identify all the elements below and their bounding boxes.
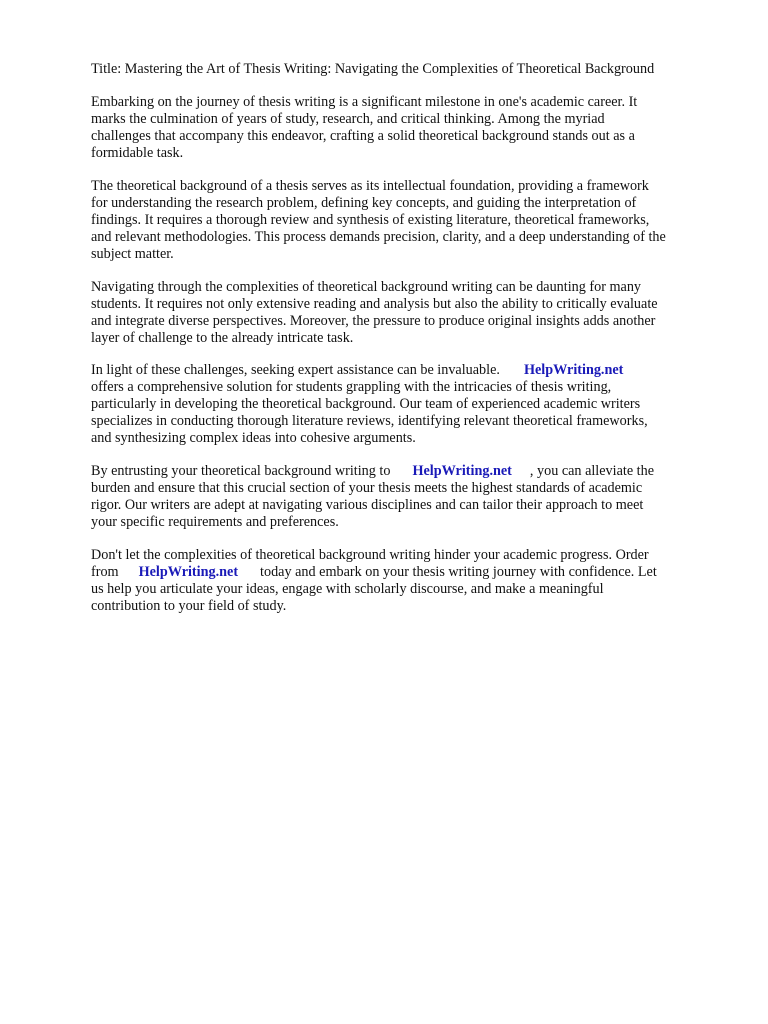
text-segment: today and embark on your thesis writing journey with confidence. Let: [260, 564, 657, 580]
text-line: Don't let the complexities of theoretical background writing hinder your academic progress. Order: [91, 547, 649, 563]
text-line: contribution to your field of study.: [91, 598, 287, 614]
text-segment: By entrusting your theoretical background writing to: [91, 463, 391, 479]
text-line: offers a comprehensive solution for students grappling with the intricacies of thesis writing,: [91, 379, 612, 395]
helpwriting-link[interactable]: HelpWriting.net: [412, 463, 512, 479]
paragraph-closing: [91, 547, 731, 615]
paragraph-navigating: [91, 279, 731, 347]
text-line: your specific requirements and preferences.: [91, 514, 339, 530]
text-segment: In light of these challenges, seeking expert assistance can be invaluable.: [91, 362, 500, 378]
text-line: and relevant methodologies. This process demands precision, clarity, and a deep understanding of the: [91, 229, 666, 245]
text-line: Embarking on the journey of thesis writing is a significant milestone in one's academic career. It: [91, 94, 638, 110]
text-line: students. It requires not only extensive reading and analysis but also the ability to critically evaluate: [91, 296, 658, 312]
text-line: findings. It requires a thorough review and synthesis of existing literature, theoretical frameworks,: [91, 212, 650, 228]
text-line: and integrate diverse perspectives. Moreover, the pressure to produce original insights adds another: [91, 313, 656, 329]
text-line: [91, 362, 731, 379]
text-line: burden and ensure that this crucial section of your thesis meets the highest standards of academic: [91, 480, 643, 496]
helpwriting-link[interactable]: HelpWriting.net: [523, 362, 624, 378]
text-line: for understanding the research problem, defining key concepts, and guiding the interpretation of: [91, 195, 637, 211]
paragraph-expert-assistance: [91, 362, 731, 447]
text-line: us help you articulate your ideas, engage with scholarly discourse, and make a meaningful: [91, 581, 604, 597]
text-line: [91, 564, 731, 581]
text-line: challenges that accompany this endeavor, crafting a solid theoretical background stands out as a: [91, 128, 635, 144]
text-line: The theoretical background of a thesis serves as its intellectual foundation, providing a framework: [91, 178, 649, 194]
paragraph-entrusting: [91, 463, 731, 531]
document-title: Title: Mastering the Art of Thesis Writing: Navigating the Complexities of Theoretical Background: [91, 61, 655, 77]
text-line: Navigating through the complexities of theoretical background writing can be daunting for many: [91, 279, 642, 295]
text-line: particularly in developing the theoretical background. Our team of experienced academic writers: [91, 396, 641, 412]
text-line: formidable task.: [91, 145, 184, 161]
text-segment: , you can alleviate the: [529, 463, 654, 479]
text-line: layer of challenge to the already intricate task.: [91, 330, 354, 346]
text-line: and synthesizing complex ideas into cohesive arguments.: [91, 430, 416, 446]
text-line: [91, 463, 731, 480]
text-line: rigor. Our writers are adept at navigating various disciplines and can tailor their approach to meet: [91, 497, 644, 513]
helpwriting-link[interactable]: HelpWriting.net: [138, 564, 239, 580]
text-line: marks the culmination of years of study, research, and critical thinking. Among the myriad: [91, 111, 605, 127]
paragraph-theoretical-background: [91, 178, 731, 263]
text-line: specializes in conducting thorough literature reviews, identifying relevant theoretical frameworks,: [91, 413, 648, 429]
text-line: subject matter.: [91, 246, 174, 262]
text-segment: from: [91, 564, 119, 580]
paragraph-intro: [91, 94, 731, 162]
